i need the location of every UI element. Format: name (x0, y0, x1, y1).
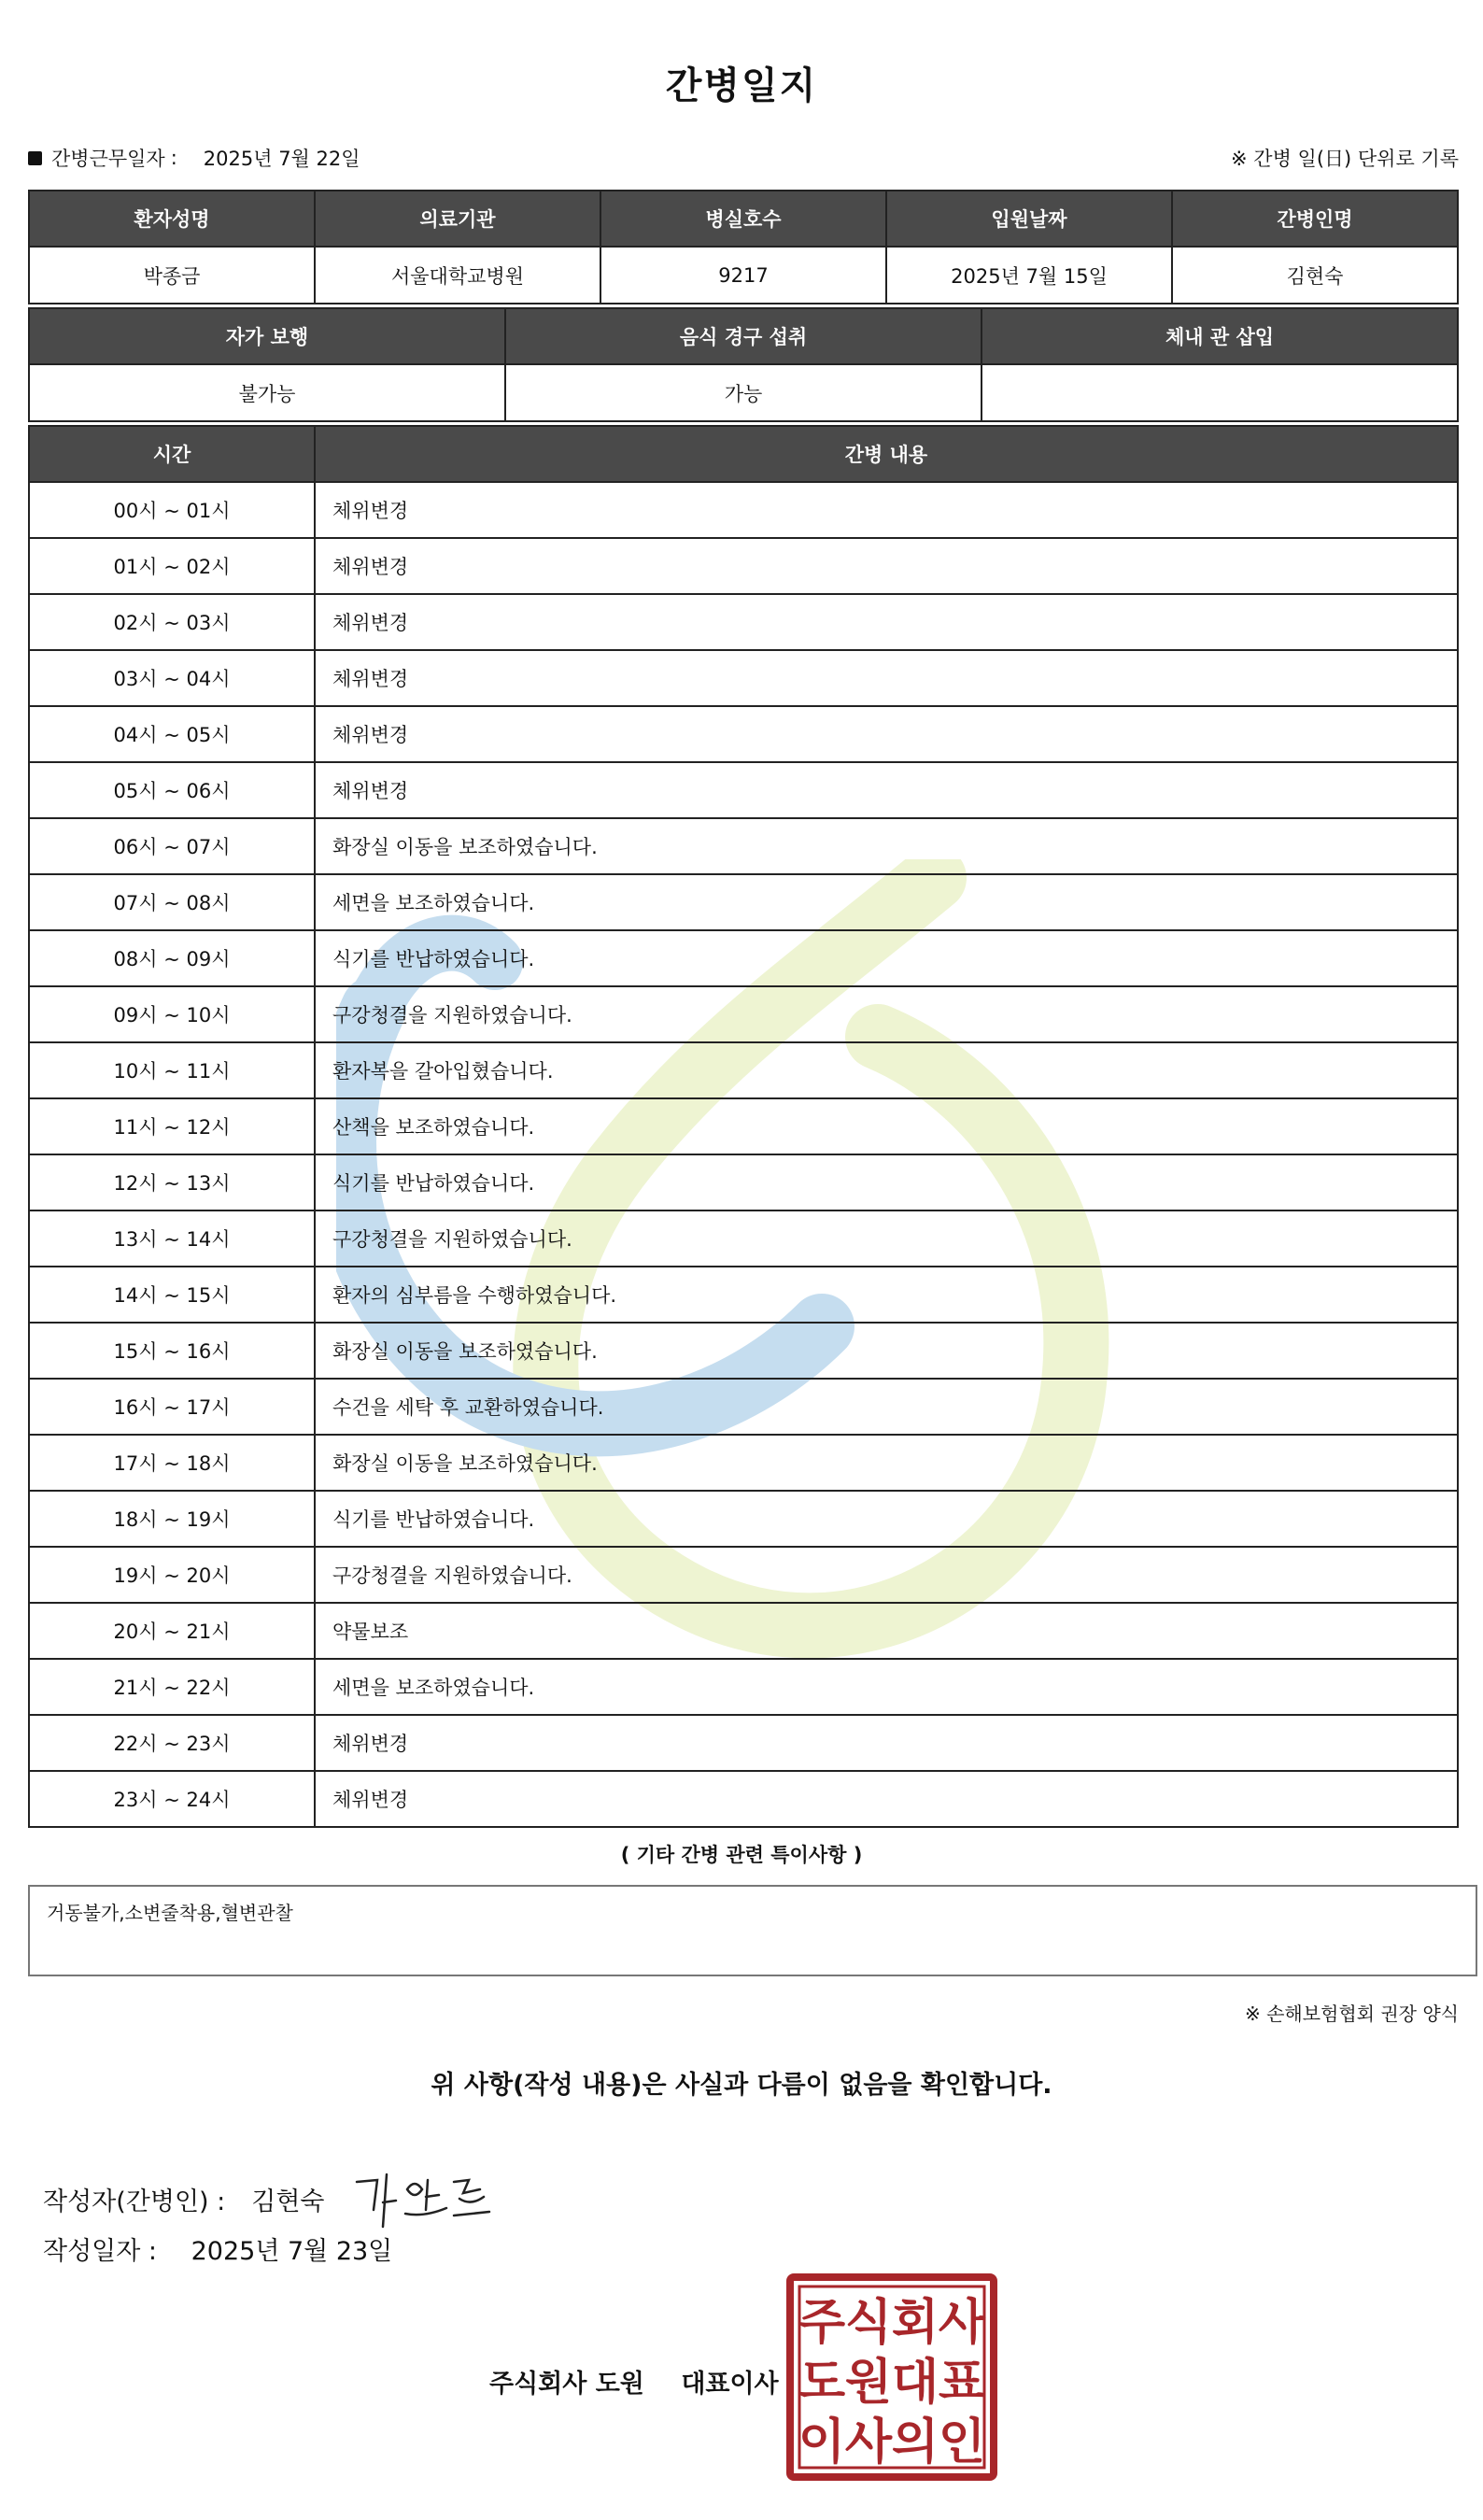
care-log-time: 05시 ~ 06시 (29, 762, 315, 818)
seal-character: 식 (844, 2295, 893, 2351)
care-log-row (29, 1603, 1458, 1659)
header-time: 시간 (29, 426, 315, 482)
care-log-content: 환자의 심부름을 수행하였습니다. (315, 1267, 1458, 1323)
care-log-row (29, 538, 1458, 594)
caregiver-name: 김현숙 (1172, 247, 1458, 304)
square-bullet-icon (28, 151, 42, 165)
care-log-row (29, 762, 1458, 818)
care-log-time: 00시 ~ 01시 (29, 482, 315, 538)
care-log-content: 산책을 보조하였습니다. (315, 1098, 1458, 1154)
care-log-content: 화장실 이동을 보조하였습니다. (315, 1435, 1458, 1491)
care-log-content: 약물보조 (315, 1603, 1458, 1659)
patient-info-value-row (29, 247, 1458, 304)
care-log-row (29, 818, 1458, 874)
care-log-content: 구강청결을 지원하였습니다. (315, 986, 1458, 1042)
care-log-content: 체위변경 (315, 1771, 1458, 1827)
writer-label: 작성자(간병인) : (43, 2187, 226, 2216)
care-log-header-row (29, 426, 1458, 482)
care-log-time: 10시 ~ 11시 (29, 1042, 315, 1098)
seal-character: 주 (798, 2295, 846, 2351)
header-care-content: 간병 내용 (315, 426, 1458, 482)
header-patient-name: 환자성명 (29, 191, 315, 247)
patient-info-table (28, 190, 1459, 304)
care-log-time: 09시 ~ 10시 (29, 986, 315, 1042)
care-log-time: 21시 ~ 22시 (29, 1659, 315, 1715)
tube-insertion-value (982, 364, 1458, 421)
admission-date: 2025년 7월 15일 (886, 247, 1172, 304)
care-log-content: 세면을 보조하였습니다. (315, 1659, 1458, 1715)
work-date-separator: : (170, 147, 177, 169)
care-log-content: 구강청결을 지원하였습니다. (315, 1210, 1458, 1267)
care-log-content: 화장실 이동을 보조하였습니다. (315, 818, 1458, 874)
seal-character: 표 (938, 2355, 986, 2411)
care-log-content: 체위변경 (315, 538, 1458, 594)
care-log-time: 13시 ~ 14시 (29, 1210, 315, 1267)
care-log-time: 12시 ~ 13시 (29, 1154, 315, 1210)
work-date (28, 144, 360, 172)
company-line (489, 2363, 779, 2400)
care-log-time: 15시 ~ 16시 (29, 1323, 315, 1379)
care-log-time: 11시 ~ 12시 (29, 1098, 315, 1154)
seal-character: 인 (938, 2414, 986, 2470)
care-log-content: 체위변경 (315, 706, 1458, 762)
written-date-label: 작성일자 : (43, 2237, 158, 2266)
care-log-content: 구강청결을 지원하였습니다. (315, 1547, 1458, 1603)
header-hospital: 의료기관 (315, 191, 600, 247)
care-log-row (29, 650, 1458, 706)
header-line (28, 144, 1459, 174)
seal-character: 이 (798, 2414, 846, 2470)
care-log-time: 01시 ~ 02시 (29, 538, 315, 594)
care-log-time: 06시 ~ 07시 (29, 818, 315, 874)
writer-row (43, 2161, 499, 2236)
seal-character: 대 (891, 2355, 939, 2411)
care-log-row (29, 1659, 1458, 1715)
care-log-row (29, 1042, 1458, 1098)
company-rep-title: 대표이사 (681, 2370, 779, 2399)
care-log-time: 18시 ~ 19시 (29, 1491, 315, 1547)
seal-character: 도 (798, 2355, 846, 2411)
seal-character: 사 (844, 2414, 893, 2470)
writer-name: 김현숙 (251, 2187, 325, 2216)
notes-box: 거동불가,소변줄착용,혈변관찰 (28, 1885, 1477, 1976)
care-log-content: 세면을 보조하였습니다. (315, 874, 1458, 930)
self-walking-value: 불가능 (29, 364, 505, 421)
seal-character: 사 (938, 2295, 986, 2351)
patient-status-table (28, 307, 1459, 422)
seal-character: 회 (891, 2295, 939, 2351)
care-log-row (29, 1491, 1458, 1547)
notes-title: ( 기타 간병 관련 특이사항 ) (620, 1844, 863, 1866)
care-log-content: 식기를 반납하였습니다. (315, 930, 1458, 986)
care-log-content: 체위변경 (315, 594, 1458, 650)
care-log-time: 04시 ~ 05시 (29, 706, 315, 762)
header-room-number: 병실호수 (600, 191, 886, 247)
care-log-row (29, 930, 1458, 986)
care-log-time: 19시 ~ 20시 (29, 1547, 315, 1603)
care-log-content: 수건을 세탁 후 교환하였습니다. (315, 1379, 1458, 1435)
care-log-row (29, 986, 1458, 1042)
confirmation-statement: 위 사항(작성 내용)은 사실과 다름이 없음을 확인합니다. (431, 2071, 1052, 2100)
care-log-content: 체위변경 (315, 482, 1458, 538)
status-header-row (29, 308, 1458, 364)
care-log-time: 23시 ~ 24시 (29, 1771, 315, 1827)
recommend-note: ※ 손해보험협회 권장 양식 (1244, 2003, 1459, 2025)
care-log-time: 20시 ~ 21시 (29, 1603, 315, 1659)
care-log-content: 환자복을 갈아입혔습니다. (315, 1042, 1458, 1098)
seal-character: 원 (844, 2355, 893, 2411)
patient-info-header-row (29, 191, 1458, 247)
handwritten-signature (349, 2161, 499, 2236)
care-log-row (29, 1547, 1458, 1603)
care-log-row (29, 1715, 1458, 1771)
care-log-row (29, 1379, 1458, 1435)
header-tube-insertion: 체내 관 삽입 (982, 308, 1458, 364)
care-log-row (29, 1323, 1458, 1379)
work-date-value: 2025년 7월 22일 (203, 148, 360, 170)
page-title: 간병일지 (665, 64, 818, 107)
care-log-content: 식기를 반납하였습니다. (315, 1154, 1458, 1210)
care-log-row (29, 1210, 1458, 1267)
care-log-time: 22시 ~ 23시 (29, 1715, 315, 1771)
header-caregiver-name: 간병인명 (1172, 191, 1458, 247)
care-log-row (29, 1267, 1458, 1323)
care-log-row (29, 1435, 1458, 1491)
header-oral-intake: 음식 경구 섭취 (505, 308, 982, 364)
company-seal-icon (786, 2273, 997, 2481)
header-admission-date: 입원날짜 (886, 191, 1172, 247)
care-log-row (29, 1771, 1458, 1827)
care-log-time: 02시 ~ 03시 (29, 594, 315, 650)
care-log-time: 14시 ~ 15시 (29, 1267, 315, 1323)
patient-name: 박종금 (29, 247, 315, 304)
care-log-row (29, 1098, 1458, 1154)
care-log-row (29, 874, 1458, 930)
care-log-time: 17시 ~ 18시 (29, 1435, 315, 1491)
unit-note: ※ 간병 일(日) 단위로 기록 (1231, 148, 1459, 170)
care-log-time: 16시 ~ 17시 (29, 1379, 315, 1435)
care-log-row (29, 1154, 1458, 1210)
seal-character: 의 (891, 2414, 939, 2470)
header-self-walking: 자가 보행 (29, 308, 505, 364)
care-log-row (29, 706, 1458, 762)
care-log-time: 08시 ~ 09시 (29, 930, 315, 986)
care-log-row (29, 594, 1458, 650)
care-log-content: 체위변경 (315, 1715, 1458, 1771)
care-log-row (29, 482, 1458, 538)
work-date-label: 간병근무일자 (51, 148, 165, 170)
written-date-row (43, 2230, 392, 2267)
company-name: 주식회사 도원 (489, 2370, 644, 2399)
hospital-name: 서울대학교병원 (315, 247, 600, 304)
room-number: 9217 (600, 247, 886, 304)
care-log-content: 화장실 이동을 보조하였습니다. (315, 1323, 1458, 1379)
written-date-value: 2025년 7월 23일 (191, 2237, 393, 2266)
care-log-content: 체위변경 (315, 762, 1458, 818)
care-log-time: 03시 ~ 04시 (29, 650, 315, 706)
care-log-content: 체위변경 (315, 650, 1458, 706)
care-log-content: 식기를 반납하였습니다. (315, 1491, 1458, 1547)
status-value-row (29, 364, 1458, 421)
care-log-time: 07시 ~ 08시 (29, 874, 315, 930)
care-log-table (28, 425, 1459, 1828)
oral-intake-value: 가능 (505, 364, 982, 421)
